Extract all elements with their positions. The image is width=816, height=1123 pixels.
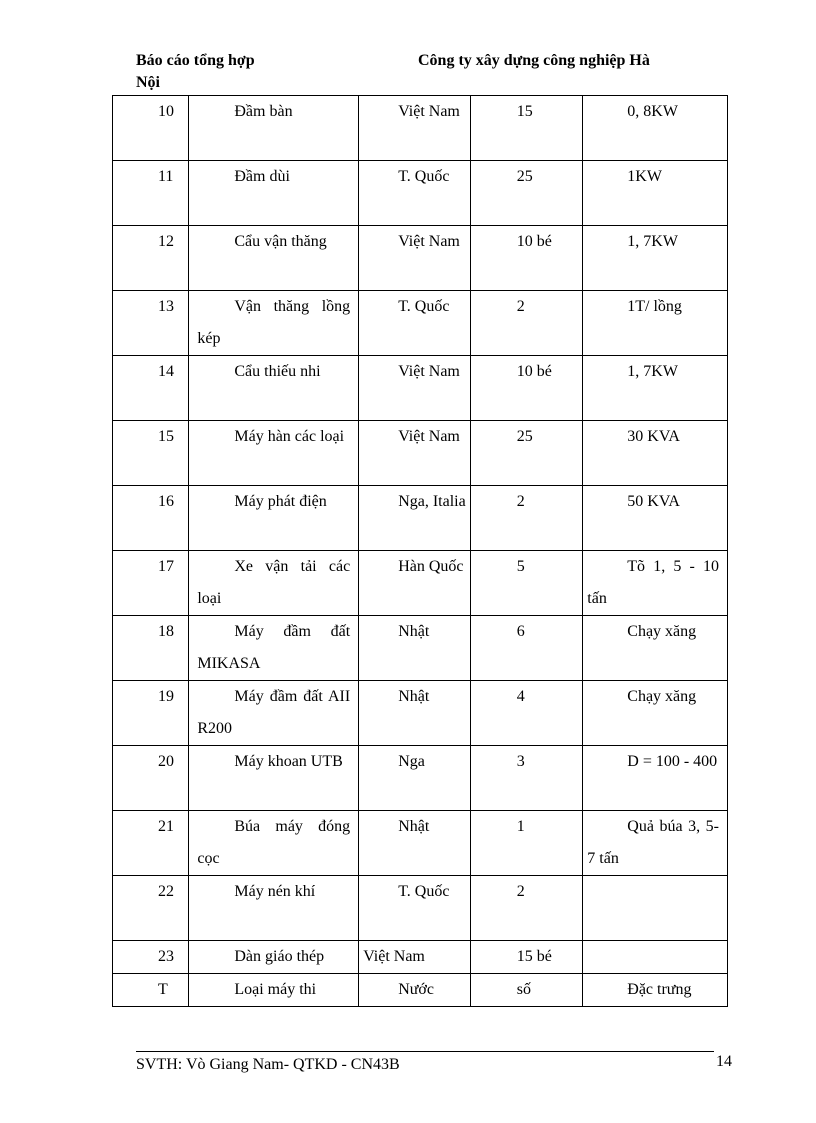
cell-spec: 1T/ lồng — [583, 291, 728, 356]
cell-name: Máy hàn các loại — [189, 421, 359, 486]
cell-no: 14 — [113, 356, 189, 421]
cell-spec — [583, 941, 728, 974]
cell-country: T. Quốc — [359, 291, 471, 356]
cell-spec: Chạy xăng — [583, 681, 728, 746]
table-row — [113, 161, 728, 226]
cell-country: Nước — [359, 974, 471, 1007]
cell-no: 13 — [113, 291, 189, 356]
table-row — [113, 551, 728, 616]
cell-country: Hàn Quốc — [359, 551, 471, 616]
cell-qty: 2 — [470, 486, 583, 551]
cell-qty: 2 — [470, 291, 583, 356]
table-row — [113, 811, 728, 876]
cell-country: Nhật — [359, 811, 471, 876]
cell-qty: 15 — [470, 96, 583, 161]
table-row — [113, 226, 728, 291]
cell-spec — [583, 876, 728, 941]
cell-name: Cẩu vận thăng — [189, 226, 359, 291]
table-row — [113, 421, 728, 486]
table-row — [113, 291, 728, 356]
cell-qty: 5 — [470, 551, 583, 616]
cell-no: T — [113, 974, 189, 1007]
cell-country: T. Quốc — [359, 161, 471, 226]
cell-qty: số — [470, 974, 583, 1007]
table-row — [113, 876, 728, 941]
cell-country: Nga — [359, 746, 471, 811]
header-left-line2: Nội — [136, 74, 160, 91]
cell-no: 17 — [113, 551, 189, 616]
cell-qty: 6 — [470, 616, 583, 681]
equipment-table — [112, 95, 728, 1007]
cell-country: Việt Nam — [359, 226, 471, 291]
cell-country: Việt Nam — [359, 356, 471, 421]
cell-qty: 25 — [470, 161, 583, 226]
cell-no: 21 — [113, 811, 189, 876]
table-row — [113, 941, 728, 974]
table-row — [113, 746, 728, 811]
cell-no: 15 — [113, 421, 189, 486]
header-right: Công ty xây dựng công nghiệp Hà — [418, 52, 650, 69]
cell-no: 11 — [113, 161, 189, 226]
cell-spec: 0, 8KW — [583, 96, 728, 161]
cell-name: Đầm dùi — [189, 161, 359, 226]
cell-name: Máy đầm đất MIKASA — [189, 616, 359, 681]
cell-country: Nhật — [359, 681, 471, 746]
table-row — [113, 356, 728, 421]
cell-qty: 15 bé — [470, 941, 583, 974]
cell-qty: 1 — [470, 811, 583, 876]
table-row — [113, 616, 728, 681]
cell-spec: 30 KVA — [583, 421, 728, 486]
table-row — [113, 486, 728, 551]
cell-name: Xe vận tải các loại — [189, 551, 359, 616]
cell-spec: Đặc trưng — [583, 974, 728, 1007]
cell-name: Đầm bàn — [189, 96, 359, 161]
cell-no: 12 — [113, 226, 189, 291]
cell-country: Việt Nam — [359, 941, 471, 974]
footer-divider — [136, 1051, 714, 1052]
cell-name: Máy khoan UTB — [189, 746, 359, 811]
footer-author: SVTH: Vò Giang Nam- QTKD - CN43B — [136, 1056, 400, 1073]
cell-country: Nga, Italia — [359, 486, 471, 551]
cell-name: Máy nén khí — [189, 876, 359, 941]
cell-no: 19 — [113, 681, 189, 746]
cell-qty: 10 bé — [470, 356, 583, 421]
cell-qty: 3 — [470, 746, 583, 811]
cell-no: 23 — [113, 941, 189, 974]
cell-name: Búa máy đóng cọc — [189, 811, 359, 876]
cell-country: Việt Nam — [359, 421, 471, 486]
cell-name: Dàn giáo thép — [189, 941, 359, 974]
cell-qty: 25 — [470, 421, 583, 486]
cell-spec: Tõ 1, 5 - 10 tấn — [583, 551, 728, 616]
header-left-line1: Báo cáo tổng hợp — [136, 52, 255, 69]
cell-country: Nhật — [359, 616, 471, 681]
cell-spec: 50 KVA — [583, 486, 728, 551]
cell-no: 22 — [113, 876, 189, 941]
cell-no: 16 — [113, 486, 189, 551]
cell-name: Máy đầm đất AII R200 — [189, 681, 359, 746]
cell-spec: Quả búa 3, 5-7 tấn — [583, 811, 728, 876]
cell-qty: 2 — [470, 876, 583, 941]
cell-qty: 10 bé — [470, 226, 583, 291]
cell-spec: 1, 7KW — [583, 226, 728, 291]
cell-qty: 4 — [470, 681, 583, 746]
cell-name: Máy phát điện — [189, 486, 359, 551]
table-row — [113, 681, 728, 746]
cell-no: 18 — [113, 616, 189, 681]
page-number: 14 — [716, 1053, 732, 1070]
cell-spec: D = 100 - 400 — [583, 746, 728, 811]
cell-spec: Chạy xăng — [583, 616, 728, 681]
cell-name: Vận thăng lồng kép — [189, 291, 359, 356]
cell-no: 10 — [113, 96, 189, 161]
cell-spec: 1KW — [583, 161, 728, 226]
cell-no: 20 — [113, 746, 189, 811]
cell-name: Cẩu thiếu nhi — [189, 356, 359, 421]
cell-country: Việt Nam — [359, 96, 471, 161]
table-row — [113, 96, 728, 161]
cell-name: Loại máy thi — [189, 974, 359, 1007]
header-left — [136, 50, 255, 94]
cell-spec: 1, 7KW — [583, 356, 728, 421]
cell-country: T. Quốc — [359, 876, 471, 941]
table-row — [113, 974, 728, 1007]
